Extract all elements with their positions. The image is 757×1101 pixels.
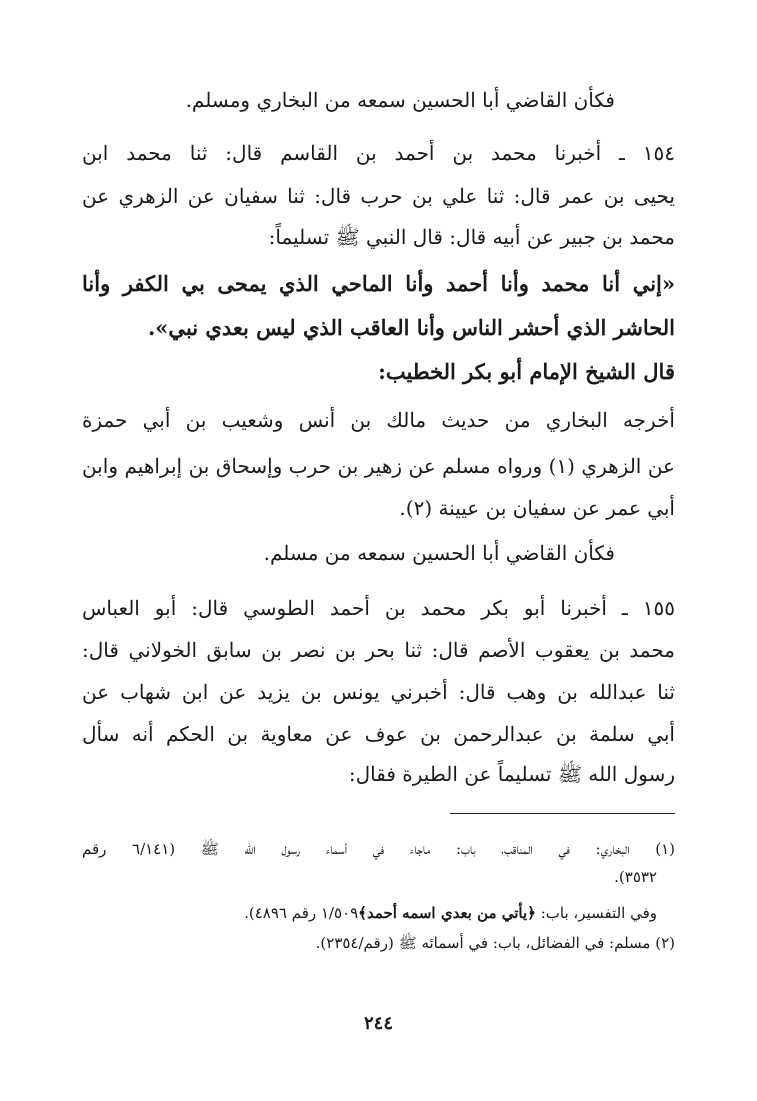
text-line: يحيى بن عمر قال: ثنا علي بن حرب قال: ثنا سفيان عن الزهري عن bbox=[82, 184, 675, 208]
text-line: ١٥٥ ـ أخبرنا أبو بكر محمد بن أحمد الطوسي قال: أبو العباس bbox=[82, 596, 675, 620]
footnote-1-tafsir-suffix: ١/٥٠٩ رقم ٤٨٩٦). bbox=[244, 904, 359, 922]
footnote-2: (٢) مسلم: في الفضائل، باب: في أسمائه ﷺ (رقم/٢٣٥٤). bbox=[315, 934, 675, 952]
footnote-1: (١) البخاري: في المناقب، باب: ماجاء في أسماء رسول الله ﷺ (٦/١٤١ رقم bbox=[82, 840, 675, 858]
text-line: محمد بن يعقوب الأصم قال: ثنا بحر بن نصر بن سابق الخولاني قال: bbox=[82, 638, 675, 662]
footnote-divider bbox=[450, 813, 675, 814]
page-number: ٢٤٤ bbox=[363, 1013, 393, 1034]
footnote-1-tafsir bbox=[82, 900, 657, 926]
text-line: أخرجه البخاري من حديث مالك بن أنس وشعيب بن أبي حمزة bbox=[82, 408, 675, 432]
section-heading: قال الشيخ الإمام أبو بكر الخطيب: bbox=[378, 359, 675, 384]
text-line: فكأن القاضي أبا الحسين سمعه من البخاري ومسلم. bbox=[185, 88, 615, 112]
text-line: فكأن القاضي أبا الحسين سمعه من مسلم. bbox=[263, 541, 615, 565]
text-line: أبي عمر عن سفيان بن عيينة (٢). bbox=[399, 496, 675, 520]
quran-verse-quote: ﴿يأتي من بعدي اسمه أحمد﴾ bbox=[358, 904, 536, 922]
footnote-1-tafsir-prefix: وفي التفسير، باب: bbox=[535, 904, 657, 922]
text-line: محمد بن جبير عن أبيه قال: قال النبي ﷺ تسليماً: bbox=[268, 225, 675, 249]
text-line: ثنا عبدالله بن وهب قال: أخبرني يونس بن يزيد عن ابن شهاب عن bbox=[82, 680, 675, 704]
text-line: عن الزهري (١) ورواه مسلم عن زهير بن حرب وإسحاق بن إبراهيم وابن bbox=[82, 454, 675, 478]
text-line: ١٥٤ ـ أخبرنا محمد بن أحمد بن القاسم قال: ثنا محمد ابن bbox=[82, 141, 675, 165]
hadith-text-line: الحاشر الذي أحشر الناس وأنا العاقب الذي ليس بعدي نبي». bbox=[148, 315, 675, 340]
text-line: رسول الله ﷺ تسليماً عن الطيرة فقال: bbox=[348, 762, 675, 786]
footnote-1-continuation: ٣٥٣٢). bbox=[614, 868, 657, 886]
text-line: أبي سلمة بن عبدالرحمن بن عوف عن معاوية بن الحكم أنه سأل bbox=[82, 722, 675, 746]
hadith-text-line: «إني أنا محمد وأنا أحمد وأنا الماحي الذي يمحى بي الكفر وأنا bbox=[82, 271, 675, 296]
